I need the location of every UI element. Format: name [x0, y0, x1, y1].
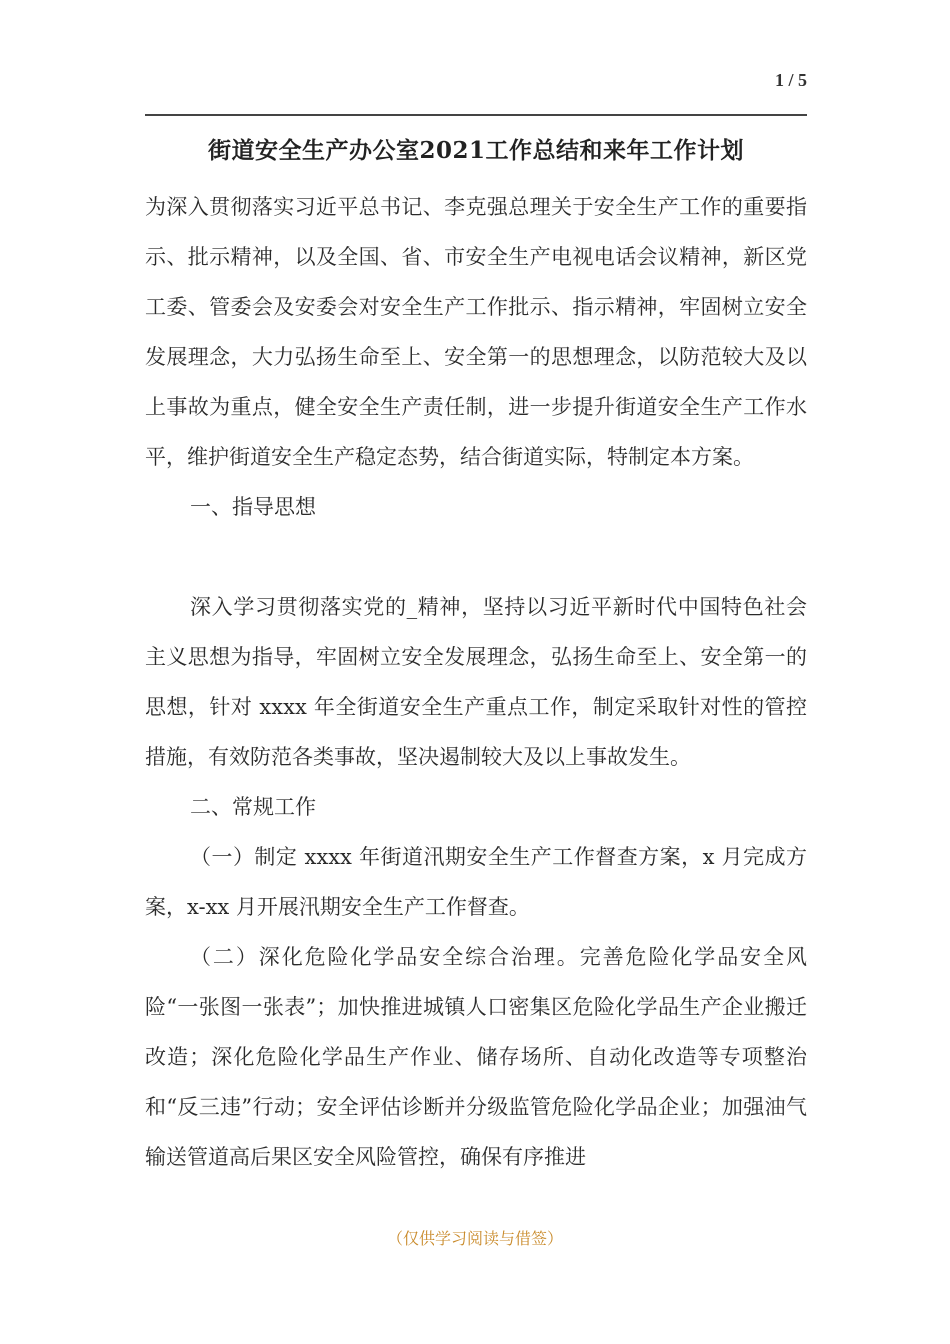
section-heading-routine-work: 二、常规工作 [190, 795, 316, 819]
page-indicator: 1 / 5 [774, 70, 807, 90]
footer-note: （仅供学习阅读与借签） [386, 1229, 563, 1248]
document-title: 街道安全生产办公室2021工作总结和来年工作计划 [207, 137, 744, 164]
routine-item-1: （一）制定 xxxx 年街道汛期安全生产工作督查方案，x 月完成方案，x-xx 月开展汛期安全生产工作督查。 [145, 845, 807, 919]
header-rule [145, 114, 807, 116]
intro-paragraph: 为深入贯彻落实习近平总书记、李克强总理关于安全生产工作的重要指示、批示精神，以及全国、省、市安全生产电视电话会议精神，新区党工委、管委会及安委会对安全生产工作批示、指示精神，牢固树立安全发展理念，大力弘扬生命至上、安全第一的思想理念，以防范较大及以上事故为重点，健全安全生产责任制，进一步提升街道安全生产工作水平，维护街道安全生产稳定态势，结合街道实际，特制定本方案。 [145, 195, 807, 469]
paragraph-spacer [145, 532, 807, 582]
guiding-ideology-paragraph: 深入学习贯彻落实党的_精神，坚持以习近平新时代中国特色社会主义思想为指导，牢固树立安全发展理念，弘扬生命至上、安全第一的思想，针对 xxxx 年全街道安全生产重点工作，制定采取针对性的管控措施，有效防范各类事故，坚决遏制较大及以上事故发生。 [145, 595, 807, 769]
routine-item-2: （二）深化危险化学品安全综合治理。完善危险化学品安全风险“一张图一张表”；加快推进城镇人口密集区危险化学品生产企业搬迁改造；深化危险化学品生产作业、储存场所、自动化改造等专项整治和“反三违”行动；安全评估诊断并分级监管危险化学品企业；加强油气输送管道高后果区安全风险管控，确保有序推进 [145, 945, 807, 1169]
document-body [145, 182, 807, 1182]
section-heading-guiding-ideology: 一、指导思想 [190, 495, 316, 519]
